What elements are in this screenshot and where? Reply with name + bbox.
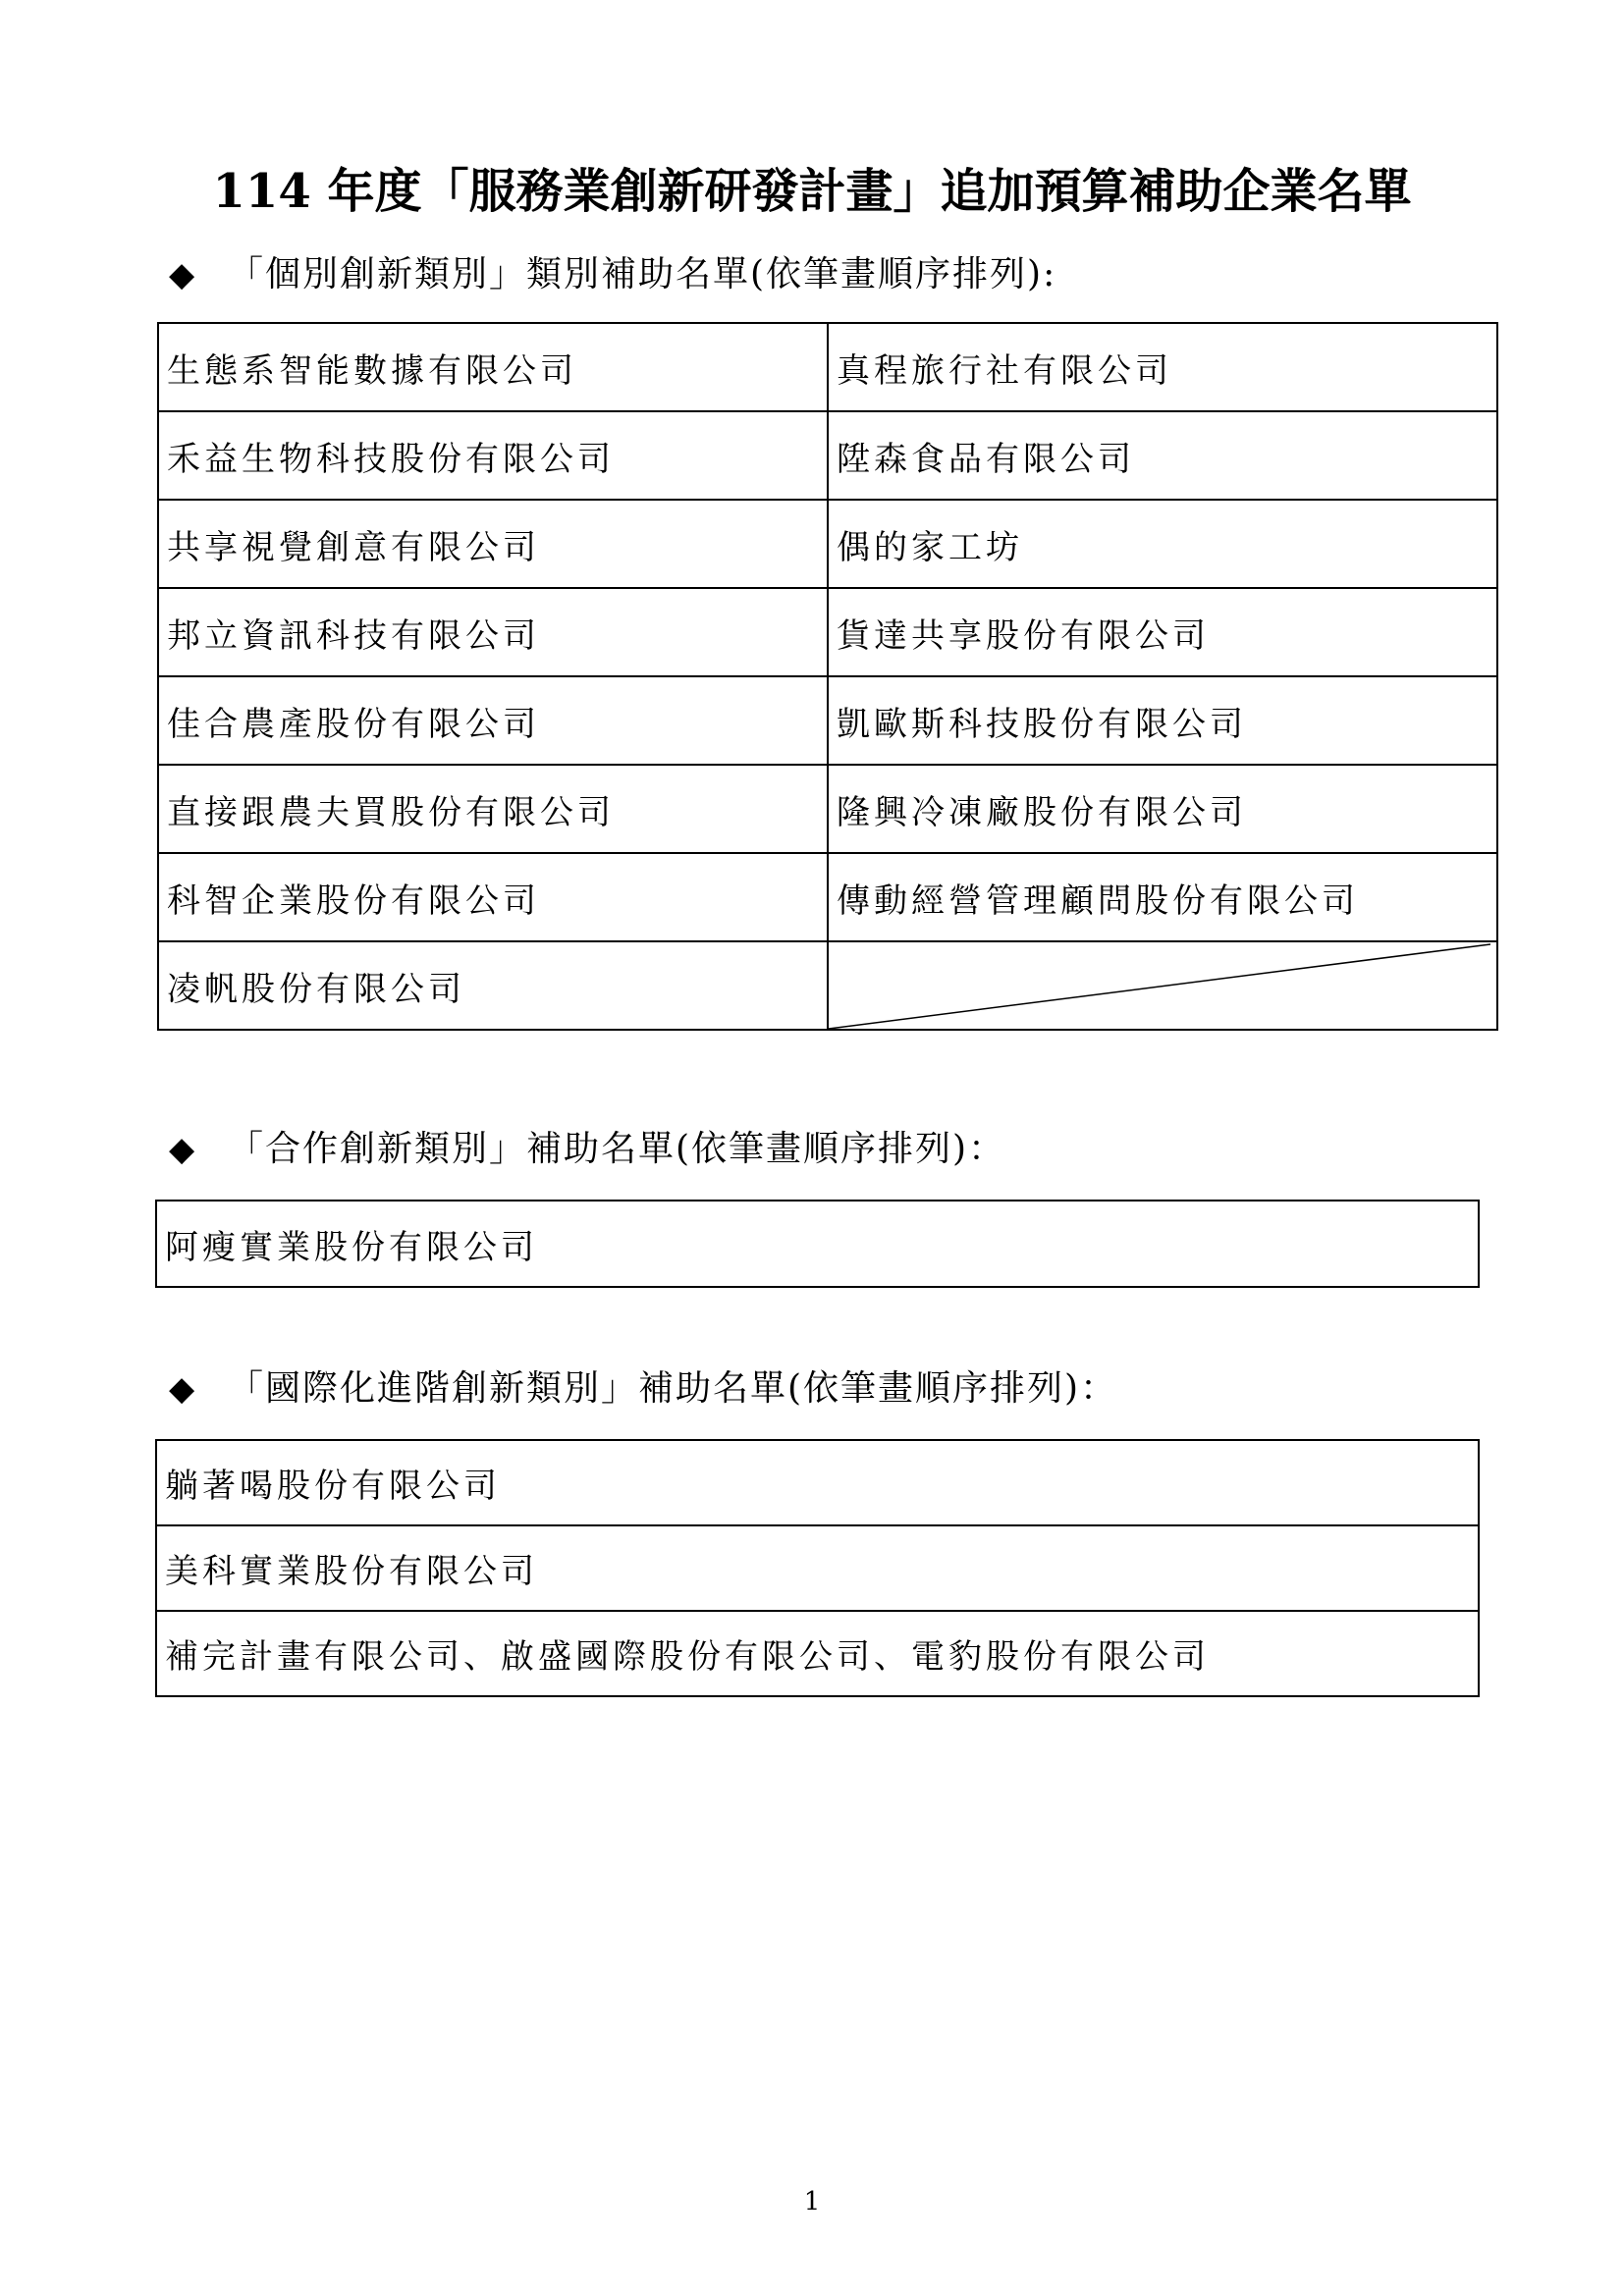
table-row: [156, 1201, 1479, 1287]
diagonal-line-icon: [829, 942, 1490, 1030]
table-cell: 陞森食品有限公司: [828, 411, 1497, 500]
table-cell: 阿瘦實業股份有限公司: [156, 1201, 1479, 1287]
table-row: [156, 1525, 1479, 1611]
page-number: 1: [803, 2187, 821, 2216]
diamond-bullet-icon: ◆: [169, 1130, 197, 1169]
diamond-bullet-icon: ◆: [169, 255, 197, 294]
table-row: [158, 941, 1497, 1030]
individual-innovation-table: [157, 322, 1498, 1031]
empty-cell-diagonal: [828, 941, 1497, 1030]
table-cell: 凱歐斯科技股份有限公司: [828, 676, 1497, 765]
section-heading-text: 「合作創新類別」補助名單(依筆畫順序排列)：: [228, 1129, 1006, 1169]
international-innovation-table: [155, 1439, 1480, 1697]
table-cell: 貨達共享股份有限公司: [828, 588, 1497, 676]
table-row: [156, 1611, 1479, 1696]
table-cell: 偶的家工坊: [828, 500, 1497, 588]
table-cell: 傳動經營管理顧問股份有限公司: [828, 853, 1497, 941]
section-heading-text: 「國際化進階創新類別」補助名單(依筆畫順序排列)：: [228, 1368, 1118, 1409]
table-cell: 美科實業股份有限公司: [156, 1525, 1479, 1611]
section-heading-individual: [169, 250, 1056, 299]
table-cell: 直接跟農夫買股份有限公司: [158, 765, 828, 853]
section-heading-cooperative: [169, 1125, 1005, 1174]
table-cell: 補完計畫有限公司、啟盛國際股份有限公司、電豹股份有限公司: [156, 1611, 1479, 1696]
section-heading-text: 「個別創新類別」類別補助名單(依筆畫順序排列):: [228, 254, 1057, 294]
section-heading-international: [169, 1364, 1117, 1414]
table-row: [158, 411, 1497, 500]
table-row: [156, 1440, 1479, 1525]
table-cell: 生態系智能數據有限公司: [158, 323, 828, 411]
table-row: [158, 765, 1497, 853]
table-cell: 凌帆股份有限公司: [158, 941, 828, 1030]
table-cell: 共享視覺創意有限公司: [158, 500, 828, 588]
table-row: [158, 853, 1497, 941]
table-cell: 佳合農產股份有限公司: [158, 676, 828, 765]
table-row: [158, 323, 1497, 411]
cooperative-innovation-table: [155, 1200, 1480, 1288]
table-row: [158, 500, 1497, 588]
table-cell: 躺著喝股份有限公司: [156, 1440, 1479, 1525]
table-cell: 禾益生物科技股份有限公司: [158, 411, 828, 500]
diamond-bullet-icon: ◆: [169, 1369, 197, 1409]
document-title: 114 年度「服務業創新研發計畫」追加預算補助企業名單: [212, 164, 1412, 219]
table-cell: 真程旅行社有限公司: [828, 323, 1497, 411]
table-cell: 隆興冷凍廠股份有限公司: [828, 765, 1497, 853]
table-row: [158, 588, 1497, 676]
table-cell: 邦立資訊科技有限公司: [158, 588, 828, 676]
table-row: [158, 676, 1497, 765]
table-cell: 科智企業股份有限公司: [158, 853, 828, 941]
